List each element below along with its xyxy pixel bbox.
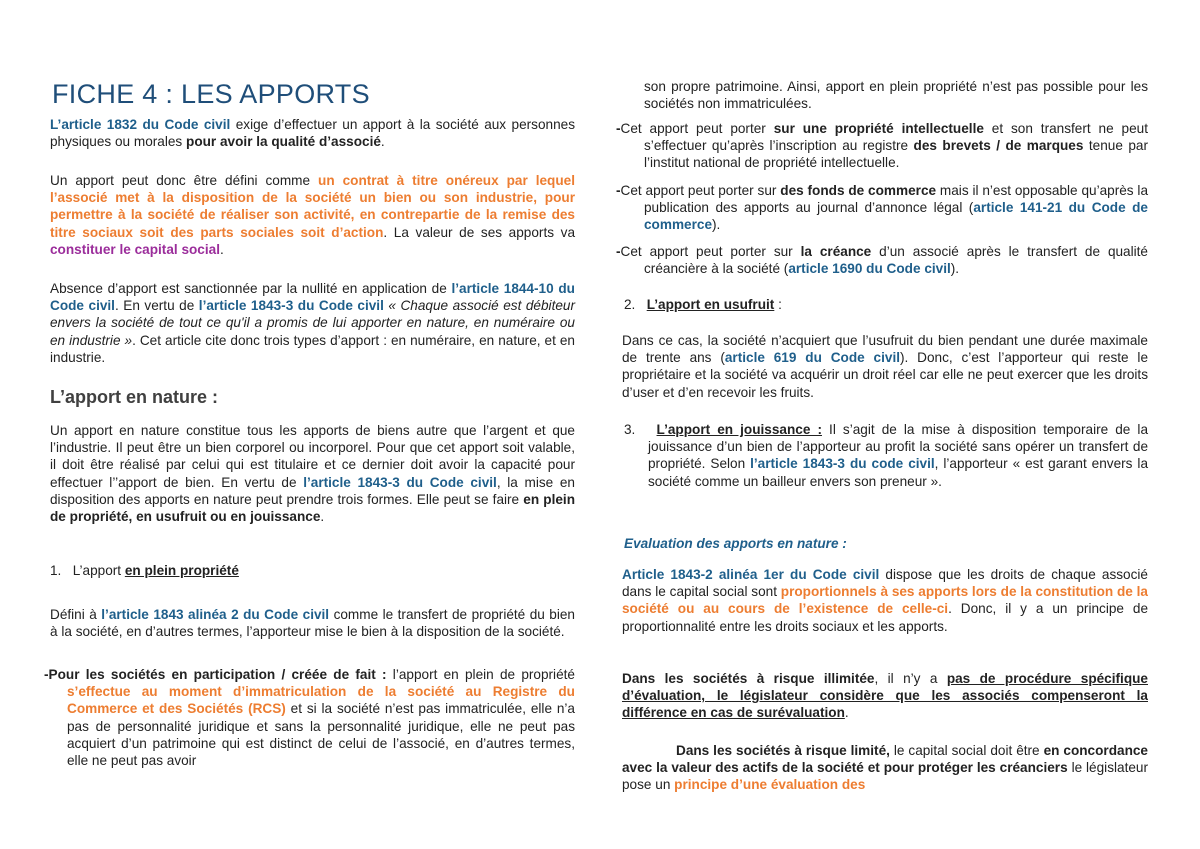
- intro-paragraph: [50, 116, 575, 150]
- usufruit-paragraph: [622, 332, 1148, 401]
- text-run: comme le transfert de propriété du bien à la société, en d’autres termes, l’apporteur mise le bien à la disposition de la société.: [50, 607, 575, 640]
- sanction-paragraph: [50, 280, 575, 366]
- subheading-underlined: L’apport en jouissance :: [656, 422, 822, 437]
- list-item-2: [624, 296, 1148, 313]
- evaluation-paragraph: [622, 566, 1148, 635]
- text-run: , il n’y a: [874, 671, 947, 686]
- article-ref: l’article 1843-3 du Code civil: [303, 474, 497, 490]
- text-run: Dans les sociétés à risque limité,: [676, 743, 890, 758]
- bullet-dash: -: [44, 667, 49, 682]
- article-ref: l’article 1843-3 du code civil: [750, 456, 935, 472]
- text-run: L’apport: [72, 563, 125, 578]
- underlined-emphasis: pas de procédure spécifique d’évaluation, le législateur considère que les associés compenseront la différence en cas de surévaluation: [622, 671, 1148, 721]
- evaluation-subheading: [624, 535, 1148, 552]
- text-run: en plein de propriété, en usufruit ou en jouissance: [50, 491, 575, 525]
- text-run: , l’apporteur « est garant envers la société comme un bailleur envers son preneur ».: [648, 456, 1149, 489]
- text-run: . Donc, il y a un principe de proportionnalité entre les droits sociaux et les apports.: [622, 601, 1148, 634]
- highlight-capital: constituer le capital social: [50, 241, 220, 257]
- article-ref: L’article 1832 du Code civil: [50, 117, 231, 132]
- article-ref: l’article 1844-10 du Code civil: [50, 281, 575, 314]
- list-item-3: [624, 421, 1148, 490]
- bullet-fonds-commerce: [616, 182, 1148, 234]
- highlight-proportion: proportionnels à ses apports lors de la constitution de la société ou au cours de l’existence de celle-ci: [622, 584, 1148, 617]
- bullet-participation: [44, 666, 575, 769]
- definition-paragraph: [50, 172, 575, 258]
- italic-subheading: Evaluation des apports en nature :: [624, 536, 847, 551]
- text-run: Absence d’apport est sanctionnée par la nullité en application de: [50, 281, 452, 296]
- text-run: . Cet article cite donc trois types d’apport : en numéraire, en nature, et en industrie.: [50, 332, 575, 365]
- subheading-underlined: en plein propriété: [124, 563, 239, 578]
- article-ref: Article 1843-2 alinéa 1er du Code civil: [622, 567, 880, 582]
- text-run: des fonds de commerce: [780, 183, 937, 198]
- text-run: Un apport peut donc être défini comme: [50, 173, 319, 188]
- text-run: la créance: [800, 244, 872, 259]
- page-title: FICHE 4 : LES APPORTS: [52, 79, 370, 109]
- text-run: , la mise en disposition des apports en nature peut prendre trois formes. Elle peut se faire: [50, 474, 575, 507]
- list-number: 2.: [624, 297, 636, 312]
- text-run: d’un associé après le transfert de qualité créancière à la société (: [644, 244, 1148, 277]
- nature-paragraph: [50, 422, 575, 525]
- text-run: .: [844, 705, 849, 721]
- text-run: des brevets / de marques: [913, 138, 1084, 154]
- highlight-evaluation: principe d’une évaluation des: [674, 777, 866, 793]
- text-run: .: [380, 134, 385, 150]
- text-run: .: [320, 509, 325, 525]
- text-run: mais il n’est opposable qu’après la publication des apports au journal d’annonce légal (: [644, 183, 1149, 216]
- plein-propriete-paragraph: [50, 606, 575, 640]
- text-run: Cet apport peut porter: [620, 121, 774, 136]
- highlight-definition: un contrat à titre onéreux par lequel l’associé met à la disposition de la société un bien ou son industrie, pour permettre à la société de réaliser son activité, en contrepartie de la remise des titre sociaux soit des parts sociales soit d’action: [50, 173, 575, 240]
- bullet-dash: -: [616, 121, 621, 136]
- text-run: Un apport en nature constitue tous les apports de biens autre que l’argent et que l’industrie. Il peut être un bien corporel ou incorporel. Pour que cet apport soit valable, il doit être réalisé par celui qui est titulaire et ce dernier doit avoir la capacité pour effectuer l’’apport de bien. En vertu de: [50, 423, 575, 490]
- text-run: ). Donc, c’est l’apporteur qui reste le propriétaire et la société va acquérir un droit réel car elle ne peut exercer que les droits d’user et d’en recevoir les fruits.: [622, 350, 1149, 400]
- risque-illimite-paragraph: [622, 670, 1148, 722]
- text-run: sur une propriété intellectuelle: [773, 121, 984, 136]
- text-run: en concordance avec la valeur des actifs de la société et pour protéger les créanciers: [622, 743, 1148, 776]
- subheading-underlined: L’apport en usufruit: [646, 297, 775, 312]
- text-run: le capital social doit être: [889, 743, 1044, 758]
- text-run: Dans les sociétés à risque illimitée: [622, 671, 875, 686]
- article-ref: l’article 1843-3 du Code civil: [198, 298, 384, 314]
- text-run: ).: [950, 261, 960, 277]
- text-run: dispose que les droits de chaque associé dans le capital social sont: [622, 567, 1148, 600]
- article-ref: article 619 du Code civil: [724, 350, 901, 366]
- text-run: exige d’effectuer un apport à la société aux personnes physiques ou morales: [50, 117, 575, 150]
- text-run: . La valeur de ses apports va: [383, 224, 576, 240]
- text-run: et si la société n’est pas immatriculée, elle n’a pas de personnalité juridique et sans la personnalité juridique, elle ne peut pas acquiert d’un patrimoine qui est distinct de celui de l’associé, en d’autres termes, elle ne peut pas avoir: [67, 701, 575, 769]
- text-run: et son transfert ne peut s’effectuer qu’après l’inscription au registre: [644, 121, 1148, 154]
- text-run: . En vertu de: [114, 298, 199, 314]
- text-run: :: [774, 297, 782, 312]
- text-run: l’apport en plein de propriété: [386, 667, 575, 682]
- article-ref: article 1690 du Code civil: [788, 261, 951, 277]
- highlight-rcs: s’effectue au moment d’immatriculation de la société au Registre du Commerce et des Sociétés (RCS): [67, 684, 575, 717]
- list-number: 1.: [50, 563, 62, 578]
- text-run: pour avoir la qualité d’associé: [186, 134, 381, 150]
- bullet-dash: -: [616, 183, 621, 198]
- bullet-dash: -: [616, 244, 621, 259]
- article-ref: article 141-21 du Code de commerce: [644, 200, 1148, 233]
- text-run: Défini à: [50, 607, 102, 622]
- section-heading-nature: L’apport en nature :: [50, 387, 219, 407]
- list-item-1: [50, 562, 575, 579]
- text-run: .: [219, 241, 224, 257]
- quote-text: « Chaque associé est débiteur envers la société de tout ce qu'il a promis de lui apporter en nature, en numéraire ou en industrie »: [50, 298, 575, 348]
- article-ref: l’article 1843 alinéa 2 du Code civil: [101, 607, 330, 622]
- text-run: ).: [712, 217, 721, 233]
- text-run: Cet apport peut porter sur: [620, 183, 781, 198]
- text-run: tenue par l’institut national de propriété intellectuelle.: [644, 138, 1148, 171]
- text-run: Pour les sociétés en participation / créée de fait :: [48, 667, 387, 682]
- text-run: Cet apport peut porter sur: [620, 244, 801, 259]
- bullet-propriete-intellectuelle: [616, 120, 1148, 172]
- risque-limite-paragraph: [622, 742, 1148, 794]
- continuation-paragraph: son propre patrimoine. Ainsi, apport en plein propriété n’est pas possible pour les sociétés non immatriculées.: [644, 79, 1148, 112]
- text-run: Il s’agit de la mise à disposition temporaire de la jouissance d’un bien de l’apporteur au profit la société sans opérer un transfert de propriété. Selon: [648, 422, 1149, 472]
- bullet-creance: [616, 243, 1148, 277]
- text-run: le législateur pose un: [622, 760, 1148, 793]
- list-number: 3.: [624, 422, 636, 437]
- text-run: Dans ce cas, la société n’acquiert que l’usufruit du bien pendant une durée maximale de trente ans (: [622, 333, 1148, 366]
